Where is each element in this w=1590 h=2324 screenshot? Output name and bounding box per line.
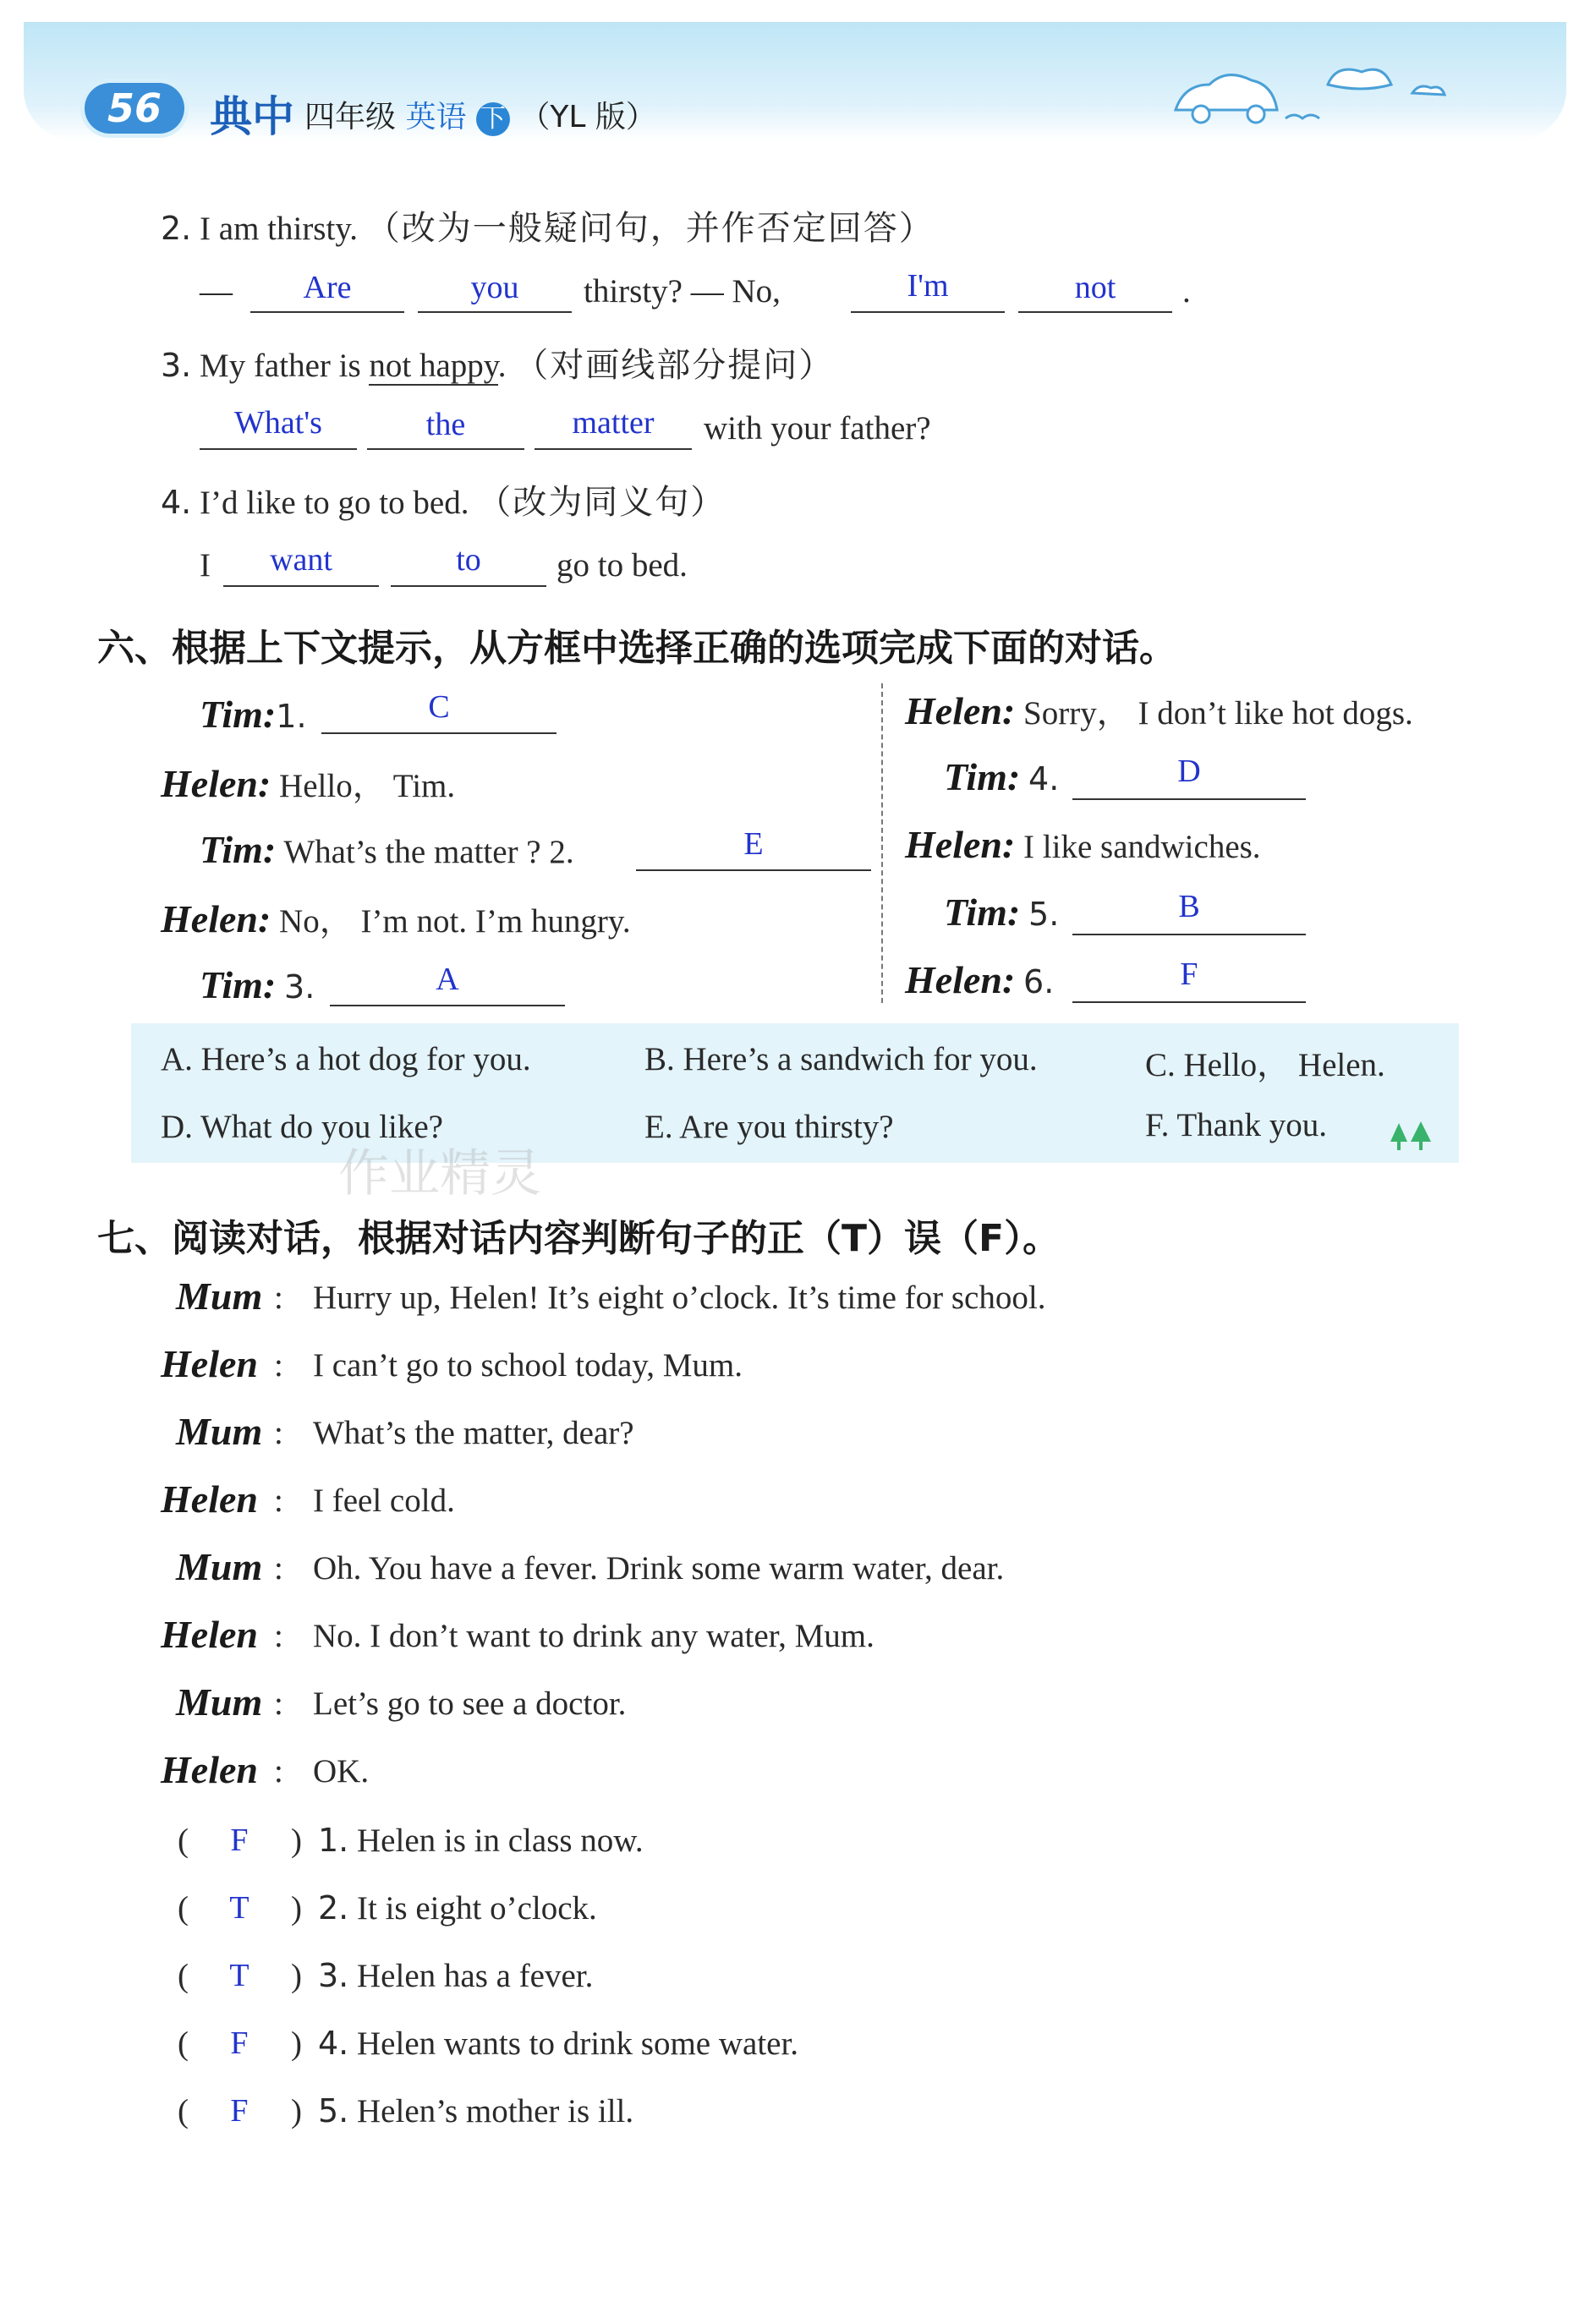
s6-answer-4: D [1177, 754, 1201, 789]
q3-answer-2: the [425, 407, 466, 442]
speaker-mum: Mum [176, 1410, 263, 1453]
speaker-mum: Mum [176, 1274, 263, 1318]
s6-left-line-1 [200, 692, 307, 737]
s6-right-line-3-text: I like sandwiches. [1023, 829, 1261, 865]
speaker-helen: Helen: [161, 762, 271, 805]
s6-left-line-4 [161, 895, 631, 942]
judgement-number: 2. [318, 1889, 349, 1927]
s6-answer-2: E [743, 826, 764, 862]
dialogue-text: What’s the matter, dear? [313, 1415, 634, 1451]
speaker-helen: Helen [161, 1342, 258, 1385]
s6-answer-5: B [1178, 889, 1200, 924]
dialogue-text: No. I don’t want to drink any water, Mum. [313, 1618, 874, 1654]
q4-lead: I [200, 547, 211, 584]
speaker-tim: Tim: [200, 963, 277, 1006]
option-f: F. Thank you. [1145, 1107, 1327, 1143]
paren-close: ) [291, 1890, 302, 1927]
book-title [304, 93, 656, 136]
s6-right-line-1 [905, 687, 1413, 734]
speaker-colon: : [274, 1685, 283, 1722]
judgement-text: Helen has a fever. [357, 1958, 594, 1994]
q2-instruction: （改为一般疑问句，并作否定回答） [365, 209, 935, 248]
dialogue-text: I can’t go to school today, Mum. [313, 1347, 743, 1384]
q3-answer-3: matter [572, 405, 655, 441]
s6-left-line-3 [200, 827, 574, 872]
section-7-title: 七、阅读对话，根据对话内容判断句子的正（T）误（F）。 [97, 1217, 1061, 1260]
judgement-item [318, 2025, 798, 2063]
car-cloud-decoration [1159, 51, 1514, 135]
judgement-item [318, 1957, 593, 1995]
paren-close: ) [291, 2025, 302, 2062]
s6-right-line-1-text: Sorry， I don’t like hot dogs. [1023, 695, 1413, 732]
subject-label: 英语 [405, 100, 467, 134]
speaker-helen: Helen: [905, 958, 1016, 1001]
s6-left-line-2 [161, 759, 455, 807]
s6-answer-6: F [1180, 956, 1198, 992]
s6-right-line-5 [905, 957, 1054, 1002]
s6-right-line-2 [944, 754, 1059, 799]
speaker-tim: Tim: [944, 891, 1021, 934]
judgement-answer: T [229, 1958, 249, 1993]
q2-answer-3: I'm [907, 268, 949, 304]
s6-answer-1: C [428, 689, 450, 725]
judgement-text: It is eight o’clock. [357, 1890, 597, 1927]
q4-line [161, 475, 726, 523]
s6-line-5-text: 3. [284, 968, 315, 1006]
judgement-item [318, 2092, 633, 2130]
judgement-number: 5. [318, 2092, 349, 2129]
judgement-text: Helen’s mother is ill. [357, 2093, 634, 2129]
tree-icon [1387, 1116, 1438, 1154]
speaker-colon: : [274, 1483, 283, 1519]
paren-close: ) [291, 1958, 302, 1994]
speaker-helen: Helen: [905, 823, 1016, 866]
dialogue-text: I feel cold. [313, 1483, 455, 1519]
dialogue-text: Hurry up, Helen! It’s eight o’clock. It’s time for school. [313, 1280, 1046, 1316]
judgement-item [318, 1889, 597, 1927]
q3-answer-1: What's [234, 405, 322, 441]
watermark: 作业精灵 [338, 1144, 541, 1203]
judgement-answer: F [230, 1822, 249, 1858]
s6-left-line-5 [200, 962, 315, 1007]
speaker-helen: Helen [161, 1477, 258, 1521]
q3-number: 3. [161, 347, 192, 384]
judgement-number: 3. [318, 1957, 349, 1994]
q4-number: 4. [161, 484, 192, 521]
q4-answer-1: want [270, 542, 332, 578]
speaker-mum: Mum [176, 1545, 263, 1588]
s6-line-1-text: 1. [276, 698, 307, 735]
edition-label: （YL 版） [519, 100, 656, 134]
q4-tail: go to bed. [556, 547, 688, 584]
q2-answer-2: you [470, 270, 519, 305]
speaker-colon: : [274, 1618, 283, 1654]
judgement-answer: T [229, 1890, 249, 1926]
s6-answer-3: A [436, 962, 459, 997]
q3-instruction: （对画线部分提问） [514, 346, 835, 385]
q2-line [161, 201, 935, 249]
judgement-text: Helen is in class now. [357, 1822, 644, 1859]
speaker-colon: : [274, 1753, 283, 1790]
q2-mid-text: thirsty? — No, [584, 273, 781, 310]
dialogue-text: Oh. You have a fever. Drink some warm water, dear. [313, 1550, 1005, 1587]
book-logo: 典中 [210, 92, 294, 141]
speaker-colon: : [274, 1347, 283, 1384]
q4-text: I’d like to go to bed. [200, 485, 469, 521]
speaker-colon: : [274, 1415, 283, 1451]
judgement-text: Helen wants to drink some water. [357, 2025, 799, 2062]
q3-text-pre: My father is [200, 348, 361, 384]
q4-instruction: （改为同义句） [477, 483, 726, 522]
speaker-tim: Tim: [200, 828, 277, 871]
grade-label: 四年级 [304, 100, 397, 134]
paren-open: ( [178, 1958, 189, 1994]
s6-right-line-2-text: 4. [1028, 760, 1060, 798]
dialogue-text: Let’s go to see a doctor. [313, 1685, 627, 1722]
q2-end: . [1182, 273, 1191, 310]
option-d: D. What do you like? [161, 1109, 443, 1145]
s6-right-line-3 [905, 822, 1261, 867]
judgement-number: 1. [318, 1822, 349, 1859]
q3-text-post: . [497, 348, 507, 384]
speaker-tim: Tim: [944, 755, 1021, 798]
paren-open: ( [178, 2093, 189, 2129]
s6-right-line-5-text: 6. [1023, 963, 1055, 1000]
option-a: A. Here’s a hot dog for you. [161, 1041, 531, 1077]
paren-close: ) [291, 2093, 302, 2129]
q2-answer-4: not [1074, 270, 1116, 305]
speaker-helen: Helen: [161, 897, 271, 940]
dialogue-divider [881, 683, 883, 1003]
q3-line [161, 338, 834, 386]
volume-badge: 下 [476, 102, 510, 136]
paren-open: ( [178, 2025, 189, 2062]
page-number: 56 [85, 83, 184, 134]
speaker-mum: Mum [176, 1680, 263, 1724]
dialogue-text: OK. [313, 1753, 370, 1790]
judgement-number: 4. [318, 2025, 349, 2062]
speaker-helen: Helen: [905, 689, 1016, 732]
q3-tail: with your father? [704, 410, 931, 447]
speaker-tim: Tim: [200, 693, 277, 736]
q2-number: 2. [161, 210, 192, 247]
q2-dash: — [200, 273, 233, 310]
speaker-colon: : [274, 1280, 283, 1316]
option-e: E. Are you thirsty? [644, 1109, 894, 1145]
s6-line-3-text: What’s the matter ? 2. [283, 834, 574, 870]
q4-answer-2: to [456, 542, 481, 578]
q3-underlined-text: not happy [369, 348, 498, 384]
s6-line-4-text: No， I’m not. I’m hungry. [279, 903, 631, 940]
s6-line-2-text: Hello， Tim. [279, 768, 456, 804]
q2-text: I am thirsty. [200, 211, 359, 247]
q2-answer-1: Are [303, 270, 352, 305]
judgement-answer: F [230, 2025, 249, 2061]
s6-right-line-4 [944, 890, 1059, 935]
speaker-helen: Helen [161, 1613, 258, 1656]
speaker-helen: Helen [161, 1748, 258, 1791]
s6-right-line-4-text: 5. [1028, 896, 1060, 933]
judgement-item [318, 1822, 644, 1860]
judgement-answer: F [230, 2093, 249, 2129]
option-c: C. Hello， Helen. [1145, 1047, 1385, 1083]
speaker-colon: : [274, 1550, 283, 1587]
option-b: B. Here’s a sandwich for you. [644, 1041, 1038, 1077]
section-6-title: 六、根据上下文提示，从方框中选择正确的选项完成下面的对话。 [97, 627, 1176, 670]
paren-open: ( [178, 1890, 189, 1927]
paren-close: ) [291, 1822, 302, 1859]
paren-open: ( [178, 1822, 189, 1859]
